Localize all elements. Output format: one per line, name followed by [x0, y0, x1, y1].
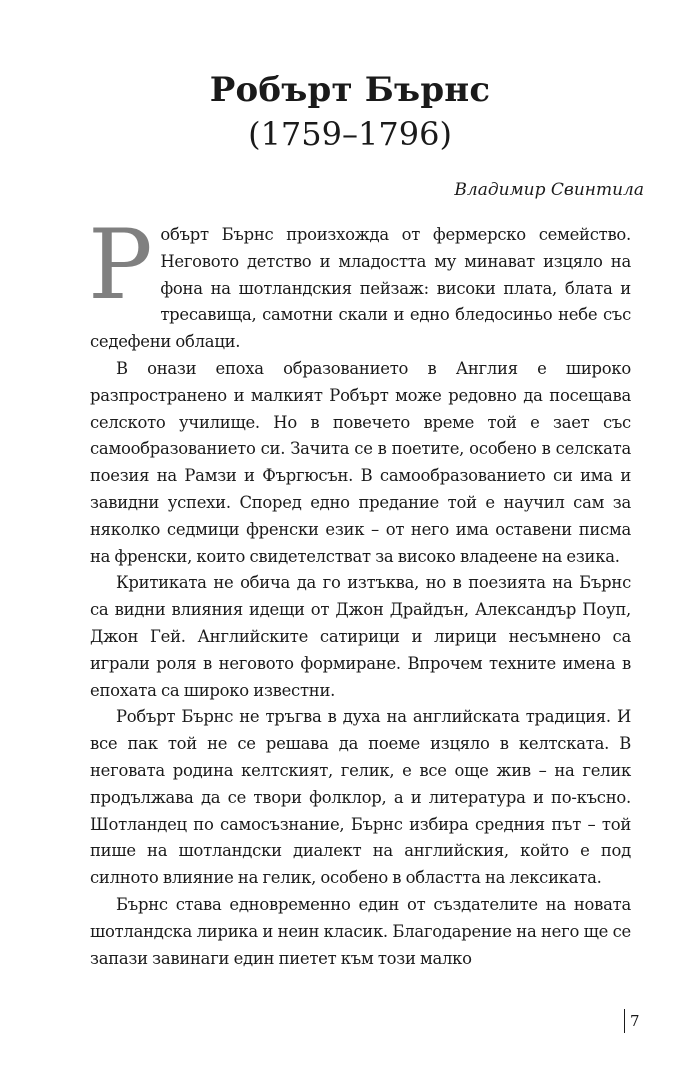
paragraph-4: Робърт Бърнс не тръгва в духа на английската традиция. И все пак той не се решава да поеме изцяло в келтската. В неговата родина келтският, гелик, е все още жив – на гелик продължава да се твори фолклор, а и литература и по-късно. Шотландец по самосъзнание, Бърнс избира средния път – той пише на шотландски диалект на английския, който е под силното влияние на гелик, особено в областта на лексиката. [90, 707, 631, 888]
paragraph-2: В онази епоха образованието в Англия е широко разпространено и малкият Робърт може редовно да посещава селското училище. Но в повечето време той е зает със самообразованието си. Зачита се в поетите, особено в селската поезия на Рамзи и Фъргюсън. В самообразованието си има и завидни успехи. Според едно предание той е научил сам за няколко седмици френски език – от него има оставени писма на френски, които свидетелстват за високо владеене на езика. [90, 358, 631, 566]
paragraph-1 [88, 209, 631, 356]
author-name: Владимир Свинтила [454, 180, 644, 200]
page-number [624, 1009, 640, 1033]
life-years: (1759–1796) [248, 115, 452, 153]
page-number-divider [624, 1009, 625, 1033]
drop-cap-letter: Р [88, 209, 153, 321]
article-body [88, 209, 631, 972]
paragraph-3: Критиката не обича да го изтъква, но в поезията на Бърнс са видни влияния идещи от Джон Драйдън, Александър Поуп, Джон Гей. Английските сатирици и лирици несъмнено са играли роля в неговото формиране. Впрочем техните имена в епохата са широко известни. [90, 573, 631, 700]
page-title: Робърт Бърнс [209, 70, 491, 110]
page-number-value: 7 [630, 1012, 640, 1030]
paragraph-1-text: обърт Бърнс произхожда от фермерско семейство. Неговото детство и младостта му минават изцяло на фона на шотландския пейзаж: високи плата, блата и тресавища, самотни скали и едно бледосиньо небе със седефени облаци. [90, 225, 631, 352]
paragraph-5: Бърнс става едновременно един от създателите на новата шотландска лирика и неин класик. Благодарение на него ще се запази завинаги един пиетет към този малко [90, 894, 631, 968]
